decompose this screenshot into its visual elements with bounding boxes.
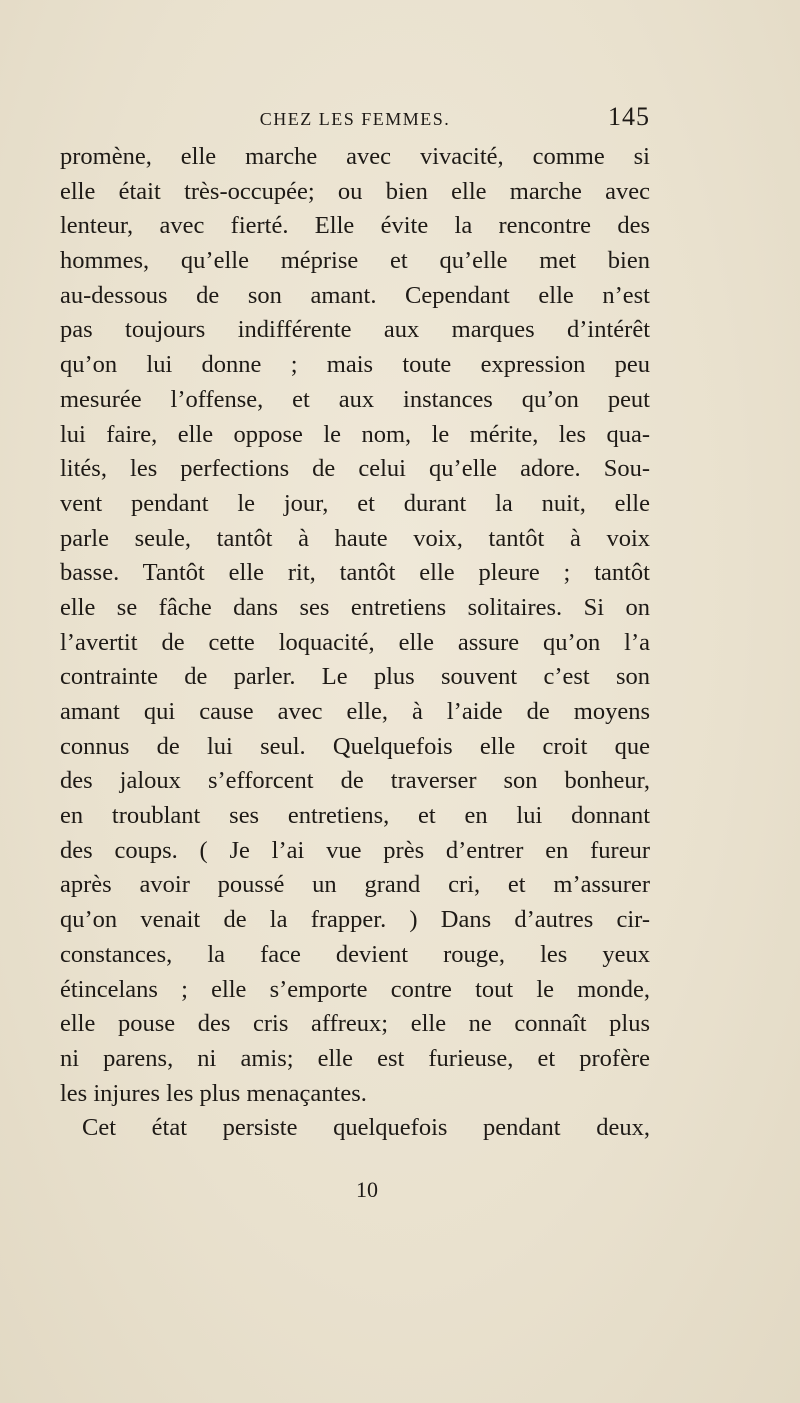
text-line: qu’on venait de la frapper. ) Dans d’autres cir- [60, 906, 650, 934]
text-line: elle se fâche dans ses entretiens solitaires. Si on [60, 593, 650, 621]
text-line: après avoir poussé un grand cri, et m’assurer [60, 871, 650, 899]
text-line: elle était très-occupée; ou bien elle marche avec [60, 177, 650, 205]
running-head: CHEZ LES FEMMES. [259, 109, 451, 129]
text-line: qu’on lui donne ; mais toute expression peu [60, 351, 650, 379]
page-header [60, 104, 650, 134]
text-line: des coups. ( Je l’ai vue près d’entrer en fureur [60, 836, 650, 864]
text-line-paragraph-start: Cet état persiste quelquefois pendant deux, [82, 1114, 650, 1142]
body-text [60, 140, 650, 1146]
text-line: étincelans ; elle s’emporte contre tout le monde, [60, 975, 650, 1003]
text-line: lenteur, avec fierté. Elle évite la rencontre des [60, 212, 650, 240]
text-line: parle seule, tantôt à haute voix, tantôt à voix [60, 524, 650, 552]
text-line: en troublant ses entretiens, et en lui donnant [60, 802, 650, 830]
text-line: mesurée l’offense, et aux instances qu’on peut [60, 385, 650, 413]
text-line: ni parens, ni amis; elle est furieuse, et profère [60, 1044, 650, 1072]
text-line: lui faire, elle oppose le nom, le mérite, les qua- [60, 420, 650, 448]
text-line: l’avertit de cette loquacité, elle assure qu’on l’a [60, 628, 650, 656]
text-line: au-dessous de son amant. Cependant elle n’est [60, 281, 650, 309]
text-line: contrainte de parler. Le plus souvent c’est son [60, 663, 650, 691]
page-number: 145 [608, 102, 650, 131]
text-line: vent pendant le jour, et durant la nuit, elle [60, 489, 650, 517]
text-line: amant qui cause avec elle, à l’aide de moyens [60, 698, 650, 725]
text-line: connus de lui seul. Quelquefois elle croit que [60, 732, 650, 760]
text-line: basse. Tantôt elle rit, tantôt elle pleure ; tantôt [60, 559, 650, 587]
signature-mark: 10 [356, 1177, 378, 1202]
text-line: des jaloux s’efforcent de traverser son bonheur, [60, 767, 650, 795]
text-line: lités, les perfections de celui qu’elle adore. Sou- [60, 455, 650, 483]
text-line-paragraph-end: les injures les plus menaçantes. [60, 1079, 367, 1107]
text-line: constances, la face devient rouge, les yeux [60, 940, 650, 968]
text-line: hommes, qu’elle méprise et qu’elle met bien [60, 247, 650, 275]
text-line: pas toujours indifférente aux marques d’intérêt [60, 316, 650, 344]
text-line: elle pouse des cris affreux; elle ne connaît plus [60, 1010, 650, 1038]
text-line: promène, elle marche avec vivacité, comme si [60, 143, 650, 170]
